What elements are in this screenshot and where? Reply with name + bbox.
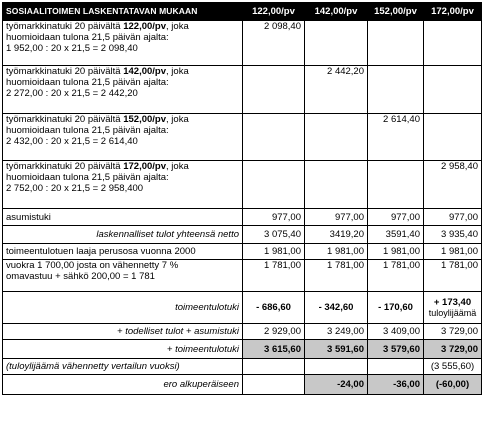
ero-row xyxy=(3,375,482,395)
total-cell: 3 615,60 xyxy=(243,340,305,359)
tuloylijaama-label: (tuloylijäämä vähennetty vertailun vuoksi) xyxy=(3,359,243,375)
value-cell: 3 935,40 xyxy=(424,226,482,244)
value-cell: (3 555,60) xyxy=(424,359,482,375)
header-row xyxy=(3,3,482,21)
plus-toimeentulotuki-row xyxy=(3,340,482,359)
tuloylijaama-row xyxy=(3,359,482,375)
tuki-text-end: , joka xyxy=(166,161,189,172)
tuki-value: 2 098,40 xyxy=(243,21,305,66)
empty-cell xyxy=(305,114,368,161)
value-cell: 3591,40 xyxy=(368,226,424,244)
value-cell: 3 409,00 xyxy=(368,324,424,340)
empty-cell xyxy=(368,161,424,209)
laskennalliset-label: laskennalliset tulot yhteensä netto xyxy=(3,226,243,244)
value-cell: 977,00 xyxy=(243,209,305,226)
empty-cell xyxy=(305,161,368,209)
toimeentulotuki-label: toimeentulotuki xyxy=(3,292,243,324)
laskennalliset-row xyxy=(3,226,482,244)
tuki-description xyxy=(3,161,243,209)
empty-cell xyxy=(243,114,305,161)
value-cell: 3419,20 xyxy=(305,226,368,244)
tuki-text-line2: huomioidaan tulona 21,5 päivän ajalta: xyxy=(6,77,169,88)
comparison-table xyxy=(2,2,482,395)
empty-cell xyxy=(243,359,305,375)
empty-cell xyxy=(305,21,368,66)
value-text: + 173,40 xyxy=(433,296,472,308)
value-cell: 3 075,40 xyxy=(243,226,305,244)
value-cell: 977,00 xyxy=(424,209,482,226)
tuki-row-152 xyxy=(3,114,482,161)
tuki-calc: 2 272,00 : 20 x 21,5 = 2 442,20 xyxy=(6,88,138,99)
tuki-text: työmarkkinatuki 20 päivältä xyxy=(6,21,124,32)
empty-cell xyxy=(305,359,368,375)
value-cell: 1 781,00 xyxy=(424,260,482,292)
tuki-value: 2 442,20 xyxy=(305,66,368,114)
tuki-text-end: , joka xyxy=(166,21,189,32)
tuki-text: työmarkkinatuki 20 päivältä xyxy=(6,161,124,172)
tuki-text-end: , joka xyxy=(166,66,189,77)
header-method: SOSIAALITOIMEN LASKENTATAVAN MUKAAN xyxy=(3,3,243,21)
tuki-row-142 xyxy=(3,66,482,114)
vuokra-line2: omavastuu + sähkö 200,00 = 1 781 xyxy=(6,271,155,282)
tuki-calc: 2 752,00 : 20 x 21,5 = 2 958,400 xyxy=(6,183,144,194)
tuki-value: 2 614,40 xyxy=(368,114,424,161)
tuki-text-end: , joka xyxy=(166,114,189,125)
tuki-value: 2 958,40 xyxy=(424,161,482,209)
tuloylijaama-note: tuloylijäämä xyxy=(428,307,477,318)
header-rate-142: 142,00/pv xyxy=(305,3,368,21)
tuki-rate: 122,00/pv xyxy=(123,21,167,32)
value-cell: 1 781,00 xyxy=(368,260,424,292)
tuki-text-line2: huomioidaan tulona 21,5 päivän ajalta: xyxy=(6,125,169,136)
vuokra-row xyxy=(3,260,482,292)
toimeentulotuki-row xyxy=(3,292,482,324)
ero-cell: (-60,00) xyxy=(424,375,482,395)
vuokra-line1: vuokra 1 700,00 josta on vähennetty 7 % xyxy=(6,260,179,271)
empty-cell xyxy=(243,161,305,209)
empty-cell xyxy=(424,21,482,66)
vuokra-label xyxy=(3,260,243,292)
value-cell: 1 981,00 xyxy=(424,244,482,260)
tuki-description xyxy=(3,21,243,66)
value-cell: 1 981,00 xyxy=(368,244,424,260)
value-cell: - 342,60 xyxy=(305,292,368,324)
empty-cell xyxy=(368,21,424,66)
tuki-text-line2: huomioidaan tulona 21,5 päivän ajalta: xyxy=(6,32,169,43)
asumistuki-label: asumistuki xyxy=(3,209,243,226)
tuki-calc: 1 952,00 : 20 x 21,5 = 2 098,40 xyxy=(6,43,138,54)
plus-toimeentulotuki-label: + toimeentulotuki xyxy=(3,340,243,359)
empty-cell xyxy=(368,66,424,114)
tuki-rate: 152,00/pv xyxy=(123,114,167,125)
empty-cell xyxy=(424,66,482,114)
tuki-calc: 2 432,00 : 20 x 21,5 = 2 614,40 xyxy=(6,136,138,147)
value-cell: 1 981,00 xyxy=(243,244,305,260)
value-cell: 3 249,00 xyxy=(305,324,368,340)
value-cell: 1 981,00 xyxy=(305,244,368,260)
value-cell: 1 781,00 xyxy=(243,260,305,292)
value-cell: 977,00 xyxy=(305,209,368,226)
todelliset-row xyxy=(3,324,482,340)
tuki-rate: 172,00/pv xyxy=(123,161,167,172)
tuki-row-172 xyxy=(3,161,482,209)
tuki-description xyxy=(3,114,243,161)
empty-cell xyxy=(368,359,424,375)
header-rate-122: 122,00/pv xyxy=(243,3,305,21)
total-cell: 3 591,60 xyxy=(305,340,368,359)
value-cell: 1 781,00 xyxy=(305,260,368,292)
asumistuki-row xyxy=(3,209,482,226)
header-rate-152: 152,00/pv xyxy=(368,3,424,21)
ero-label: ero alkuperäiseen xyxy=(3,375,243,395)
tuki-description xyxy=(3,66,243,114)
tuki-text-line2: huomioidaan tulona 21,5 päivän ajalta: xyxy=(6,172,169,183)
value-cell: - 686,60 xyxy=(243,292,305,324)
tuki-text: työmarkkinatuki 20 päivältä xyxy=(6,114,124,125)
value-cell: 2 929,00 xyxy=(243,324,305,340)
value-cell: 977,00 xyxy=(368,209,424,226)
value-cell: 3 729,00 xyxy=(424,324,482,340)
ero-cell: -36,00 xyxy=(368,375,424,395)
empty-cell xyxy=(243,66,305,114)
total-cell: 3 579,60 xyxy=(368,340,424,359)
perusosa-label: toimeentulotuen laaja perusosa vuonna 2000 xyxy=(3,244,243,260)
toimeentulotuki-172-cell xyxy=(424,292,482,324)
value-cell: - 170,60 xyxy=(368,292,424,324)
empty-cell xyxy=(424,114,482,161)
tuki-row-122 xyxy=(3,21,482,66)
tuki-rate: 142,00/pv xyxy=(123,66,167,77)
empty-cell xyxy=(243,375,305,395)
ero-cell: -24,00 xyxy=(305,375,368,395)
tuki-text: työmarkkinatuki 20 päivältä xyxy=(6,66,124,77)
perusosa-row xyxy=(3,244,482,260)
header-rate-172: 172,00/pv xyxy=(424,3,482,21)
total-cell: 3 729,00 xyxy=(424,340,482,359)
todelliset-label: + todelliset tulot + asumistuki xyxy=(3,324,243,340)
